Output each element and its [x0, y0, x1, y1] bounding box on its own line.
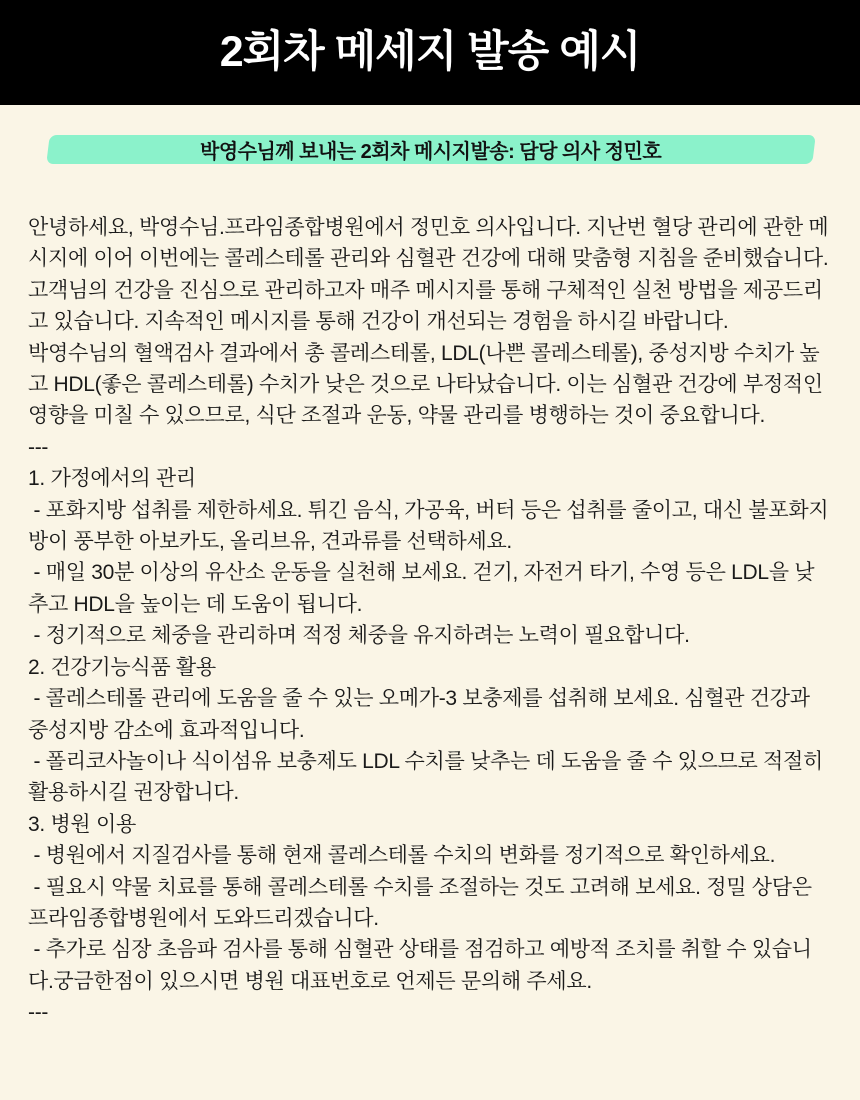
message-paragraph: - 정기적으로 체중을 관리하며 적정 체중을 유지하려는 노력이 필요합니다.	[28, 624, 690, 648]
message-paragraph: 박영수님의 혈액검사 결과에서 총 콜레스테롤, LDL(나쁜 콜레스테롤), 중성지방 수치가 높고 HDL(좋은 콜레스테롤) 수치가 낮은 것으로 나타났습니다. 이는 심혈관 건강에 부정적인 영향을 미칠 수 있으므로, 식단 조절과 운동, 약물 관리를 병행하는 것이 중요합니다.	[28, 341, 829, 428]
message-paragraph: 1. 가정에서의 관리	[28, 467, 196, 491]
message-paragraph: - 필요시 약물 치료를 통해 콜레스테롤 수치를 조절하는 것도 고려해 보세요. 정밀 상담은 프라임종합병원에서 도와드리겠습니다.	[28, 875, 818, 930]
message-paragraph: - 병원에서 지질검사를 통해 현재 콜레스테롤 수치의 변화를 정기적으로 확인하세요.	[28, 844, 776, 868]
message-paragraph: 3. 병원 이용	[28, 812, 136, 836]
header-banner	[0, 0, 860, 105]
subtitle-text: 박영수님께 보내는 2회차 메시지발송: 담당 의사 정민호	[200, 141, 662, 163]
subtitle-highlight	[46, 135, 816, 164]
message-paragraph: - 콜레스테롤 관리에 도움을 줄 수 있는 오메가-3 보충제를 섭취해 보세요. 심혈관 건강과 중성지방 감소에 효과적입니다.	[28, 687, 816, 742]
message-paragraph: ---	[28, 435, 49, 459]
message-paragraph: 2. 건강기능식품 활용	[28, 655, 216, 679]
message-body	[28, 212, 834, 1029]
message-paragraph: - 매일 30분 이상의 유산소 운동을 실천해 보세요. 걷기, 자전거 타기, 수영 등은 LDL을 낮추고 HDL을 높이는 데 도움이 됩니다.	[28, 561, 815, 616]
message-paragraph: 안녕하세요, 박영수님.프라임종합병원에서 정민호 의사입니다. 지난번 혈당 관리에 관한 메시지에 이어 이번에는 콜레스테롤 관리와 심혈관 건강에 대해 맞춤형 지침을 준비했습니다.고객님의 건강을 진심으로 관리하고자 매주 메시지를 통해 구체적인 실천 방법을 제공드리고 있습니다. 지속적인 메시지를 통해 건강이 개선되는 경험을 하시길 바랍니다.	[28, 216, 829, 334]
message-paragraph: - 폴리코사놀이나 식이섬유 보충제도 LDL 수치를 낮추는 데 도움을 줄 수 있으므로 적절히 활용하시길 권장합니다.	[28, 749, 829, 805]
page-title: 2회차 메세지 발송 예시	[219, 28, 641, 76]
message-paragraph: - 추가로 심장 초음파 검사를 통해 심혈관 상태를 점검하고 예방적 조치를 취할 수 있습니다.궁금한점이 있으시면 병원 대표번호로 언제든 문의해 주세요.	[28, 938, 812, 993]
message-paragraph: - 포화지방 섭취를 제한하세요. 튀긴 음식, 가공육, 버터 등은 섭취를 줄이고, 대신 불포화지방이 풍부한 아보카도, 올리브유, 견과류를 선택하세요.	[28, 498, 829, 554]
message-paragraph: ---	[28, 1001, 49, 1025]
